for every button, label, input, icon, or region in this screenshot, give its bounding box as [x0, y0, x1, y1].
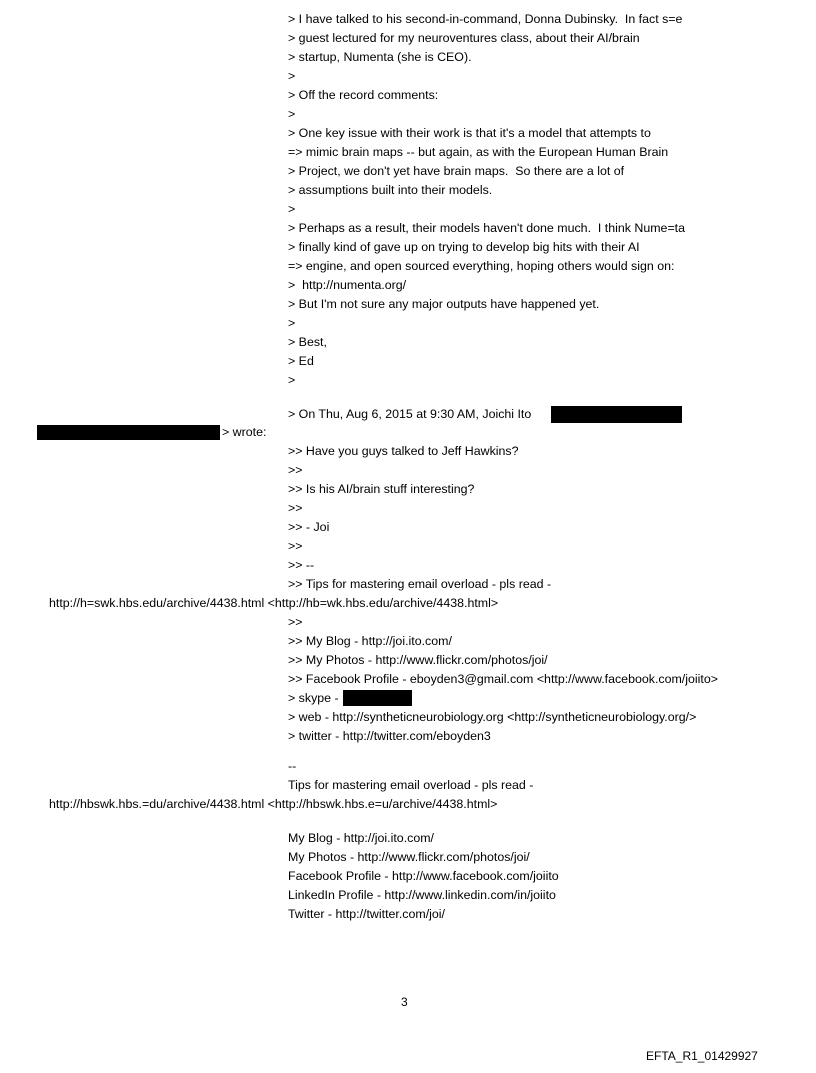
email-line: => engine, and open sourced everything, hoping others would sign on:	[288, 259, 675, 273]
email-line: => mimic brain maps -- but again, as with the European Human Brain	[288, 145, 669, 159]
email-line: http://h=swk.hbs.edu/archive/4438.html <http://hb=wk.hbs.edu/archive/4438.html>	[49, 596, 499, 610]
email-line: > http://numenta.org/	[288, 278, 407, 292]
email-line: >> Tips for mastering email overload - pls read -	[288, 577, 552, 591]
email-line: > One key issue with their work is that it's a model that attempts to	[288, 126, 651, 140]
email-line: >> Facebook Profile - eboyden3@gmail.com <http://www.facebook.com/joiito>	[288, 672, 718, 686]
email-line: >	[288, 107, 296, 121]
email-line: >	[288, 69, 296, 83]
email-line: > On Thu, Aug 6, 2015 at 9:30 AM, Joichi Ito	[288, 407, 532, 421]
email-line: >> --	[288, 558, 315, 572]
email-line: > skype -	[288, 691, 339, 705]
email-line: >>	[288, 463, 303, 477]
redaction-bar	[37, 425, 220, 440]
email-line: >> Is his AI/brain stuff interesting?	[288, 482, 475, 496]
email-line: >>	[288, 615, 303, 629]
email-line: >	[288, 373, 296, 387]
email-line: >	[288, 316, 296, 330]
email-line: My Photos - http://www.flickr.com/photos/joi/	[288, 850, 530, 864]
email-line: Twitter - http://twitter.com/joi/	[288, 907, 445, 921]
email-line: http://hbswk.hbs.=du/archive/4438.html <http://hbswk.hbs.e=u/archive/4438.html>	[49, 797, 498, 811]
email-line: > Best,	[288, 335, 327, 349]
email-line: > guest lectured for my neuroventures class, about their AI/brain	[288, 31, 640, 45]
email-line: >> - Joi	[288, 520, 330, 534]
redaction-bar	[551, 406, 682, 423]
redaction-bar	[343, 690, 412, 706]
email-line: > Project, we don't yet have brain maps. So there are a lot of	[288, 164, 625, 178]
email-line: --	[288, 759, 297, 773]
email-line: > finally kind of gave up on trying to develop big hits with their AI	[288, 240, 640, 254]
email-line: > Perhaps as a result, their models haven't done much. I think Nume=ta	[288, 221, 686, 235]
page-number: 3	[401, 995, 408, 1009]
email-line: > Ed	[288, 354, 314, 368]
email-line: >>	[288, 501, 303, 515]
email-line: > I have talked to his second-in-command, Donna Dubinsky. In fact s=e	[288, 12, 683, 26]
email-line: > wrote:	[222, 425, 267, 439]
email-line: > startup, Numenta (she is CEO).	[288, 50, 472, 64]
email-line: Tips for mastering email overload - pls read -	[288, 778, 534, 792]
email-line: > twitter - http://twitter.com/eboyden3	[288, 729, 491, 743]
email-line: Facebook Profile - http://www.facebook.com/joiito	[288, 869, 559, 883]
email-line: > assumptions built into their models.	[288, 183, 493, 197]
email-line: > Off the record comments:	[288, 88, 439, 102]
email-line: >>	[288, 539, 303, 553]
bates-id: EFTA_R1_01429927	[646, 1049, 758, 1063]
email-line: >> My Photos - http://www.flickr.com/photos/joi/	[288, 653, 548, 667]
email-line: >	[288, 202, 296, 216]
email-line: > web - http://syntheticneurobiology.org <http://syntheticneurobiology.org/>	[288, 710, 697, 724]
email-line: LinkedIn Profile - http://www.linkedin.com/in/joiito	[288, 888, 556, 902]
email-line: >> My Blog - http://joi.ito.com/	[288, 634, 452, 648]
email-line: >> Have you guys talked to Jeff Hawkins?	[288, 444, 519, 458]
email-line: My Blog - http://joi.ito.com/	[288, 831, 434, 845]
email-line: > But I'm not sure any major outputs have happened yet.	[288, 297, 600, 311]
